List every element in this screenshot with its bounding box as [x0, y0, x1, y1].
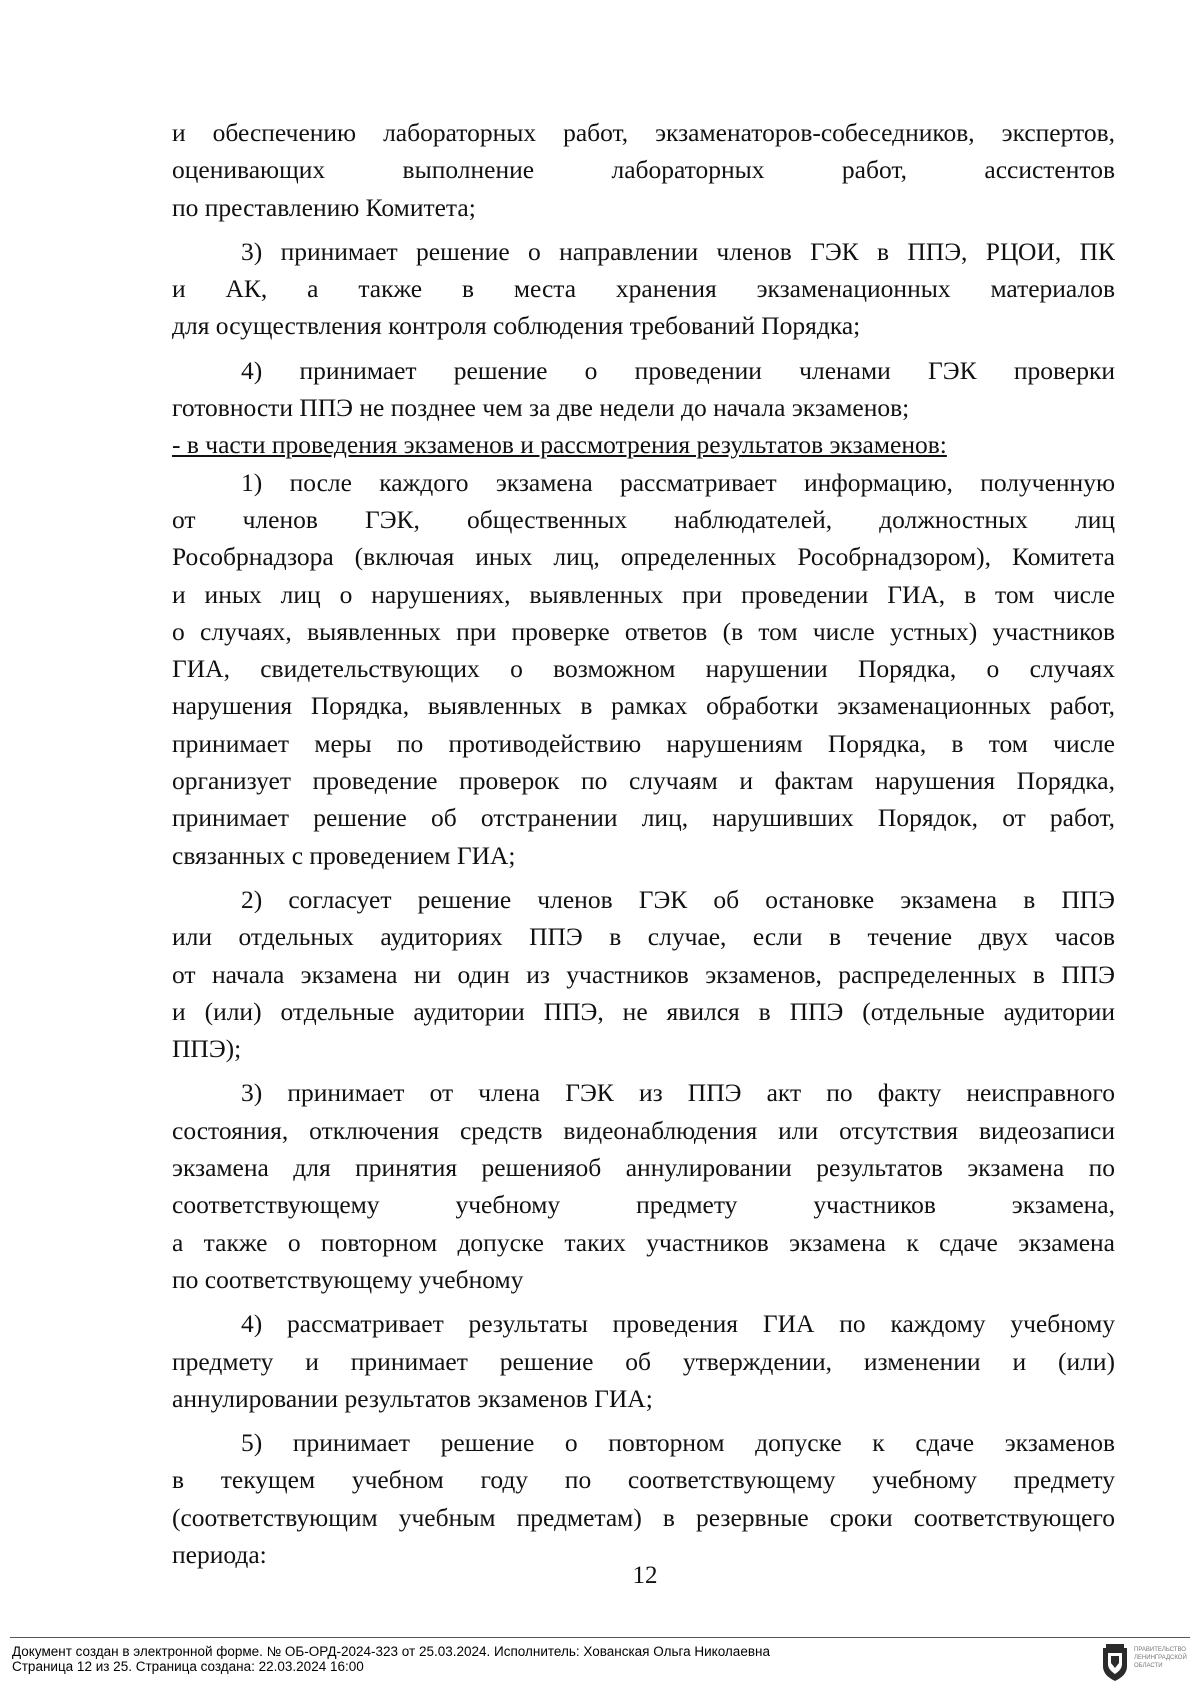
- paragraph-exam-item-2: [172, 881, 1115, 1067]
- text-line: от членов ГЭК, общественных наблюдателей, должностных лиц: [172, 504, 1115, 534]
- text-line: готовности ППЭ не позднее чем за две недели до начала экзаменов;: [172, 393, 910, 423]
- text-line: принимает решение об отстранении лиц, нарушивших Порядок, от работ,: [172, 803, 1115, 833]
- text-line: организует проведение проверок по случаям и фактам нарушения Порядка,: [172, 766, 1115, 796]
- text-line: связанных с проведением ГИА;: [172, 840, 516, 870]
- seal-caption-line: ЛЕНИНГРАДСКОЙ: [1134, 1655, 1187, 1661]
- paragraph-item-4-readiness: [172, 352, 1115, 427]
- footer-document-info: Документ создан в электронной форме. № ОБ-ОРД-2024-323 от 25.03.2024. Исполнитель: Хованская Ольга Николаевна: [12, 1644, 770, 1659]
- paragraph-exam-item-1: [172, 464, 1115, 874]
- text-line: 5) принимает решение о повторном допуске к сдаче экзаменов: [241, 1428, 1115, 1458]
- text-line: предмету и принимает решение об утверждении, изменении и (или): [172, 1346, 1115, 1376]
- text-line: состояния, отключения средств видеонаблюдения или отсутствия видеозаписи: [172, 1115, 1115, 1145]
- text-line: нарушения Порядка, выявленных в рамках обработки экзаменационных работ,: [172, 691, 1115, 721]
- footer-divider: [10, 1637, 1190, 1638]
- text-line: и обеспечению лабораторных работ, экзаменаторов-собеседников, экспертов,: [172, 118, 1115, 147]
- text-line: 3) принимает решение о направлении членов ГЭК в ППЭ, РЦОИ, ПК: [241, 236, 1115, 266]
- text-line: а также о повторном допуске таких участников экзамена к сдаче экзамена: [172, 1227, 1115, 1257]
- text-line: или отдельных аудиториях ППЭ в случае, если в течение двух часов: [172, 922, 1115, 952]
- text-line: Рособрнадзора (включая иных лиц, определенных Рособрнадзором), Комитета: [172, 542, 1115, 572]
- text-line: принимает меры по противодействию нарушениям Порядка, в том числе: [172, 728, 1115, 758]
- text-line: в текущем учебном году по соответствующему учебному предмету: [172, 1465, 1115, 1495]
- text-line: 4) принимает решение о проведении членами ГЭК проверки: [241, 355, 1115, 385]
- seal-caption-line: ПРАВИТЕЛЬСТВО: [1134, 1647, 1186, 1653]
- text-line: и АК, а также в места хранения экзаменационных материалов: [172, 274, 1115, 304]
- text-line: периода:: [172, 1539, 267, 1569]
- document-body: [172, 114, 1115, 1573]
- paragraph-exam-item-4: [172, 1305, 1115, 1417]
- text-line: по соответствующему учебному: [172, 1264, 524, 1294]
- seal-caption-line: ОБЛАСТИ: [1134, 1663, 1163, 1669]
- text-line: для осуществления контроля соблюдения требований Порядка;: [172, 311, 861, 341]
- text-line: соответствующему учебному предмету участников экзамена,: [172, 1190, 1115, 1220]
- paragraph-exam-item-3: [172, 1074, 1115, 1298]
- page-number: 12: [632, 1562, 658, 1589]
- text-line: экзамена для принятия решенияоб аннулировании результатов экзамена по: [172, 1153, 1115, 1183]
- electronic-document-footer: [12, 1644, 770, 1674]
- text-line: 3) принимает от члена ГЭК из ППЭ акт по факту неисправного: [241, 1078, 1115, 1108]
- section-heading: - в части проведения экзаменов и рассмотрения результатов экзаменов:: [172, 430, 947, 460]
- paragraph-item-3-direction: [172, 233, 1115, 345]
- coat-of-arms-icon: [1100, 1644, 1130, 1682]
- paragraph-exam-item-5: [172, 1424, 1115, 1573]
- text-line: и (или) отдельные аудитории ППЭ, не явился в ППЭ (отдельные аудитории: [172, 996, 1115, 1026]
- seal-caption: [1134, 1646, 1187, 1670]
- text-line: 2) согласует решение членов ГЭК об остановке экзамена в ППЭ: [241, 884, 1115, 914]
- text-line: аннулировании результатов экзаменов ГИА;: [172, 1383, 653, 1413]
- text-line: и иных лиц о нарушениях, выявленных при проведении ГИА, в том числе: [172, 579, 1115, 609]
- text-line: от начала экзамена ни один из участников экзаменов, распределенных в ППЭ: [172, 959, 1115, 989]
- text-line: ППЭ);: [172, 1034, 242, 1064]
- text-line: 4) рассматривает результаты проведения ГИА по каждому учебному: [241, 1309, 1115, 1339]
- text-line: 1) после каждого экзамена рассматривает информацию, полученную: [241, 467, 1115, 497]
- text-line: о случаях, выявленных при проверке ответов (в том числе устных) участников: [172, 616, 1115, 646]
- text-line: оценивающих выполнение лабораторных работ, ассистентов: [172, 155, 1115, 185]
- text-line: ГИА, свидетельствующих о возможном нарушении Порядка, о случаях: [172, 654, 1115, 684]
- text-line: (соответствующим учебным предметам) в резервные сроки соответствующего: [172, 1502, 1115, 1532]
- footer-page-info: Страница 12 из 25. Страница создана: 22.03.2024 16:00: [12, 1659, 364, 1674]
- text-line: по преставлению Комитета;: [172, 192, 476, 222]
- paragraph-lab-experts: [172, 114, 1115, 226]
